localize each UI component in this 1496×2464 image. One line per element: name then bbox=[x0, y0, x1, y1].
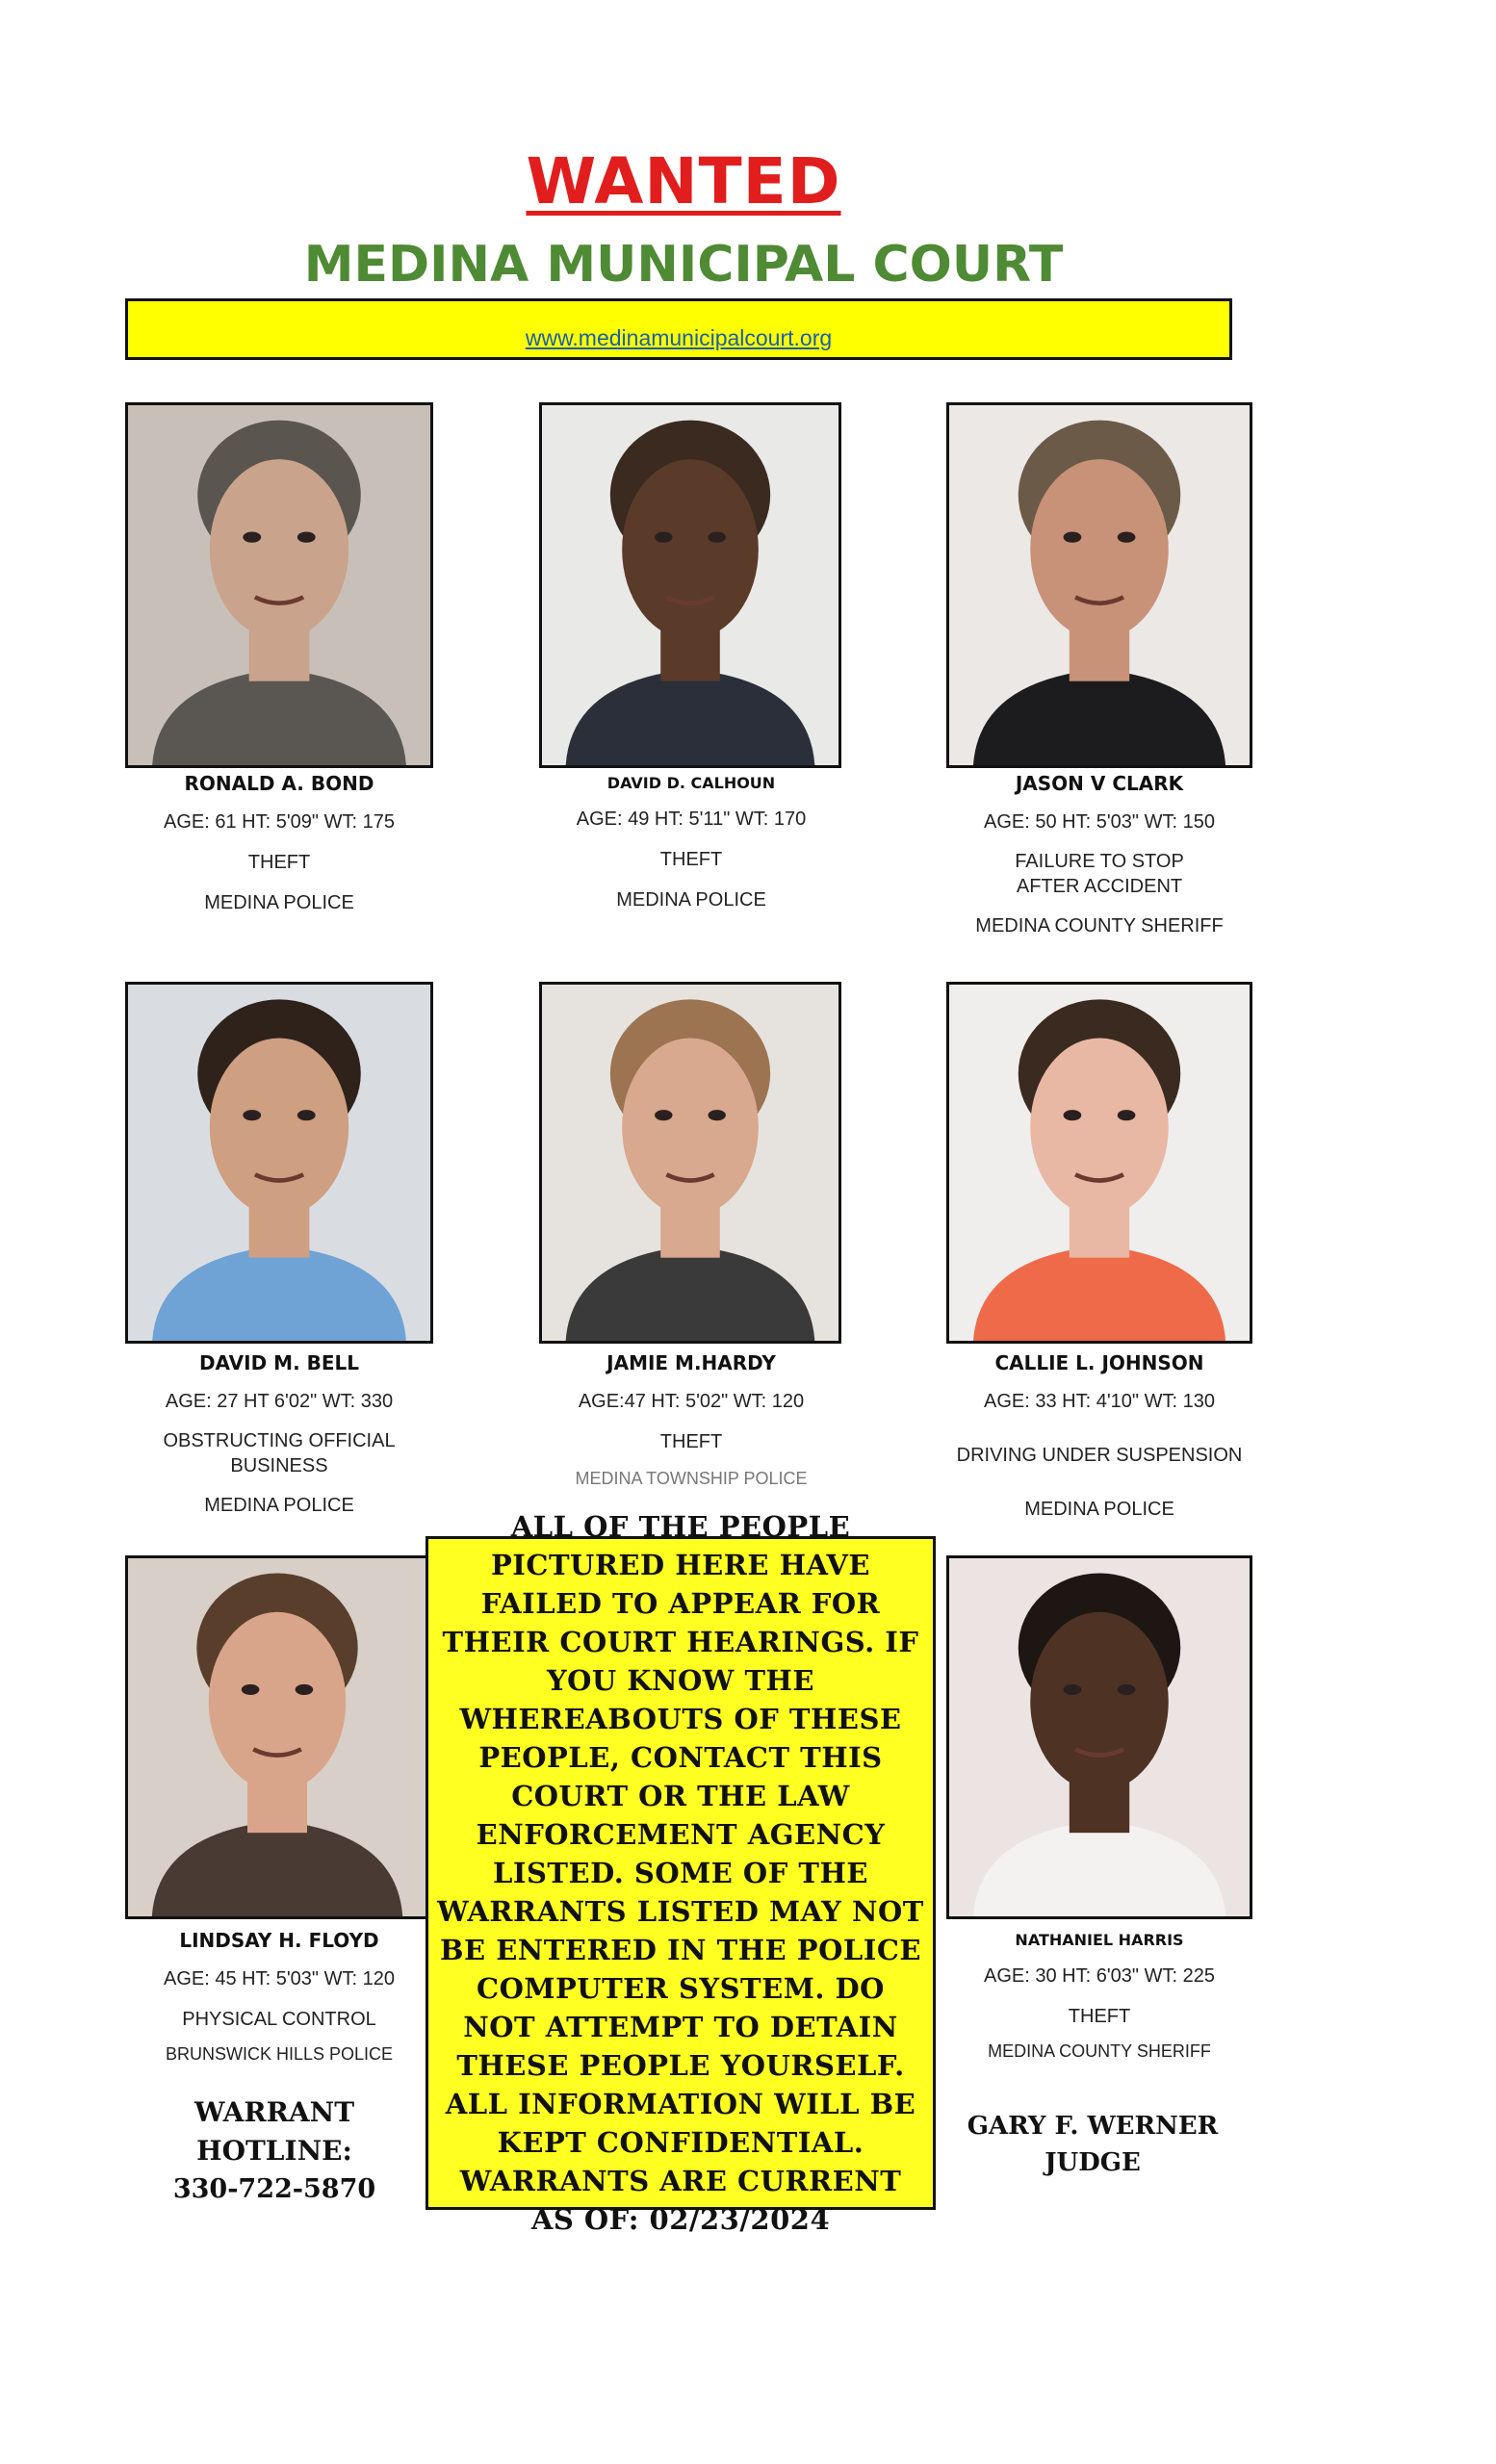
wanted-title: WANTED bbox=[526, 144, 841, 218]
judge-title: JUDGE bbox=[1045, 2148, 1141, 2177]
person-agency: MEDINA POLICE bbox=[1024, 1499, 1174, 1520]
court-website-link[interactable]: www.medinamunicipalcourt.org bbox=[525, 325, 833, 350]
person-info bbox=[508, 1351, 874, 1492]
portrait-image bbox=[128, 405, 430, 765]
person-name: DAVID M. BELL bbox=[198, 1351, 360, 1374]
portrait-left-eye bbox=[1064, 1110, 1082, 1120]
person-name: DAVID D. CALHOUN bbox=[606, 774, 776, 792]
person-charge: DRIVING UNDER SUSPENSION bbox=[956, 1445, 1243, 1466]
person-charge: THEFT bbox=[1068, 2006, 1131, 2027]
portrait-right-eye bbox=[1118, 532, 1136, 543]
portrait-left-eye bbox=[242, 1684, 260, 1695]
portrait-image bbox=[542, 985, 838, 1341]
person-charge: THEFT bbox=[659, 849, 723, 870]
portrait-face bbox=[210, 1039, 348, 1217]
person-stats: AGE:47 HT: 5'02" WT: 120 bbox=[578, 1391, 805, 1412]
person-charge: PHYSICAL CONTROL bbox=[182, 2009, 376, 2030]
photo-david-bell bbox=[125, 982, 433, 1344]
portrait-right-eye bbox=[296, 1684, 314, 1695]
notice-box bbox=[426, 1510, 936, 2236]
photo-lindsay-floyd bbox=[125, 1555, 429, 1919]
person-agency: MEDINA POLICE bbox=[616, 889, 766, 911]
hotline-number[interactable]: 330-722-5870 bbox=[172, 2174, 376, 2204]
person-stats: AGE: 30 HT: 6'03" WT: 225 bbox=[984, 1965, 1215, 1987]
person-info bbox=[96, 1929, 462, 2067]
court-title: MEDINA MUNICIPAL COURT bbox=[303, 236, 1064, 294]
person-name: LINDSAY H. FLOYD bbox=[179, 1929, 379, 1952]
portrait-left-eye bbox=[655, 532, 672, 543]
person-stats: AGE: 33 HT: 4'10" WT: 130 bbox=[984, 1391, 1215, 1412]
hotline-label-2: HOTLINE: bbox=[196, 2135, 352, 2167]
person-info bbox=[916, 1931, 1282, 2065]
person-agency: MEDINA POLICE bbox=[204, 1495, 354, 1516]
person-info bbox=[96, 772, 462, 916]
portrait-right-eye bbox=[1118, 1684, 1136, 1695]
portrait-face bbox=[1030, 1612, 1169, 1791]
person-name: CALLIE L. JOHNSON bbox=[994, 1351, 1204, 1374]
photo-nathaniel-harris bbox=[946, 1555, 1252, 1919]
person-charge: FAILURE TO STOP AFTER ACCIDENT bbox=[1015, 851, 1184, 897]
portrait-left-eye bbox=[1064, 532, 1082, 543]
portrait-image bbox=[128, 1558, 426, 1916]
portrait-face bbox=[622, 459, 759, 639]
person-name: JASON V CLARK bbox=[1015, 772, 1184, 795]
url-banner bbox=[125, 298, 1232, 360]
portrait-face bbox=[209, 1612, 347, 1791]
person-stats: AGE: 61 HT: 5'09" WT: 175 bbox=[164, 811, 395, 833]
photo-david-calhoun bbox=[539, 402, 841, 768]
portrait-image bbox=[128, 985, 430, 1341]
person-name: RONALD A. BOND bbox=[184, 772, 374, 795]
person-agency: MEDINA COUNTY SHERIFF bbox=[975, 915, 1224, 937]
portrait-image bbox=[949, 985, 1250, 1341]
photo-ronald-bond bbox=[125, 402, 433, 768]
judge-name: GARY F. WERNER bbox=[967, 2112, 1219, 2141]
portrait-image bbox=[949, 1558, 1250, 1916]
portrait-face bbox=[622, 1039, 759, 1217]
person-charge: THEFT bbox=[247, 852, 311, 873]
portrait-image bbox=[949, 405, 1250, 765]
judge-signature-block bbox=[943, 2108, 1242, 2181]
portrait-left-eye bbox=[1064, 1684, 1082, 1695]
warrant-hotline bbox=[149, 2093, 400, 2209]
person-info bbox=[508, 774, 874, 913]
person-stats: AGE: 50 HT: 5'03" WT: 150 bbox=[984, 811, 1215, 833]
person-stats: AGE: 49 HT: 5'11" WT: 170 bbox=[576, 808, 807, 830]
portrait-image bbox=[542, 405, 838, 765]
person-info bbox=[916, 1351, 1282, 1523]
person-info bbox=[96, 1351, 462, 1519]
portrait-right-eye bbox=[708, 532, 725, 543]
photo-jamie-hardy bbox=[539, 982, 841, 1344]
photo-jason-clark bbox=[946, 402, 1252, 768]
portrait-right-eye bbox=[1118, 1110, 1136, 1120]
portrait-left-eye bbox=[243, 1110, 261, 1120]
portrait-face bbox=[1030, 459, 1169, 639]
photo-callie-johnson bbox=[946, 982, 1252, 1344]
person-info bbox=[916, 772, 1282, 939]
person-stats: AGE: 45 HT: 5'03" WT: 120 bbox=[164, 1968, 395, 1989]
portrait-right-eye bbox=[297, 532, 316, 543]
person-charge: THEFT bbox=[659, 1431, 723, 1452]
person-agency: MEDINA COUNTY SHERIFF bbox=[988, 2041, 1211, 2061]
person-stats: AGE: 27 HT 6'02" WT: 330 bbox=[165, 1391, 394, 1412]
notice-text: ALL OF THE PEOPLE PICTURED HERE HAVE FAILED TO APPEAR FOR THEIR COURT HEARINGS. IF YOU KNOW THE WHEREABOUTS OF THESE PEOPLE, CONTACT THIS COURT OR THE LAW ENFORCEMENT AGENCY LISTED. SOME OF THE WARRANTS LISTED MAY NOT BE ENTERED IN THE POLICE COMPUTER SYSTEM. DO NOT ATTEMPT TO DETAIN THESE PEOPLE YOURSELF. ALL INFORMATION WILL BE KEPT CONFIDENTIAL. WARRANTS ARE CURRENT AS OF: 02/23/2024 bbox=[437, 1510, 924, 2236]
person-name: NATHANIEL HARRIS bbox=[1015, 1931, 1184, 1949]
person-agency: BRUNSWICK HILLS POLICE bbox=[165, 2044, 394, 2064]
portrait-left-eye bbox=[655, 1110, 672, 1120]
portrait-face bbox=[1030, 1039, 1169, 1217]
portrait-face bbox=[210, 459, 348, 639]
portrait-right-eye bbox=[708, 1110, 725, 1120]
person-agency: MEDINA POLICE bbox=[204, 892, 354, 913]
portrait-left-eye bbox=[243, 532, 261, 543]
person-name: JAMIE M.HARDY bbox=[606, 1351, 776, 1374]
portrait-right-eye bbox=[297, 1110, 316, 1120]
hotline-label-1: WARRANT bbox=[193, 2096, 355, 2128]
person-agency: MEDINA TOWNSHIP POLICE bbox=[575, 1469, 808, 1488]
person-charge: OBSTRUCTING OFFICIAL BUSINESS bbox=[163, 1430, 396, 1476]
